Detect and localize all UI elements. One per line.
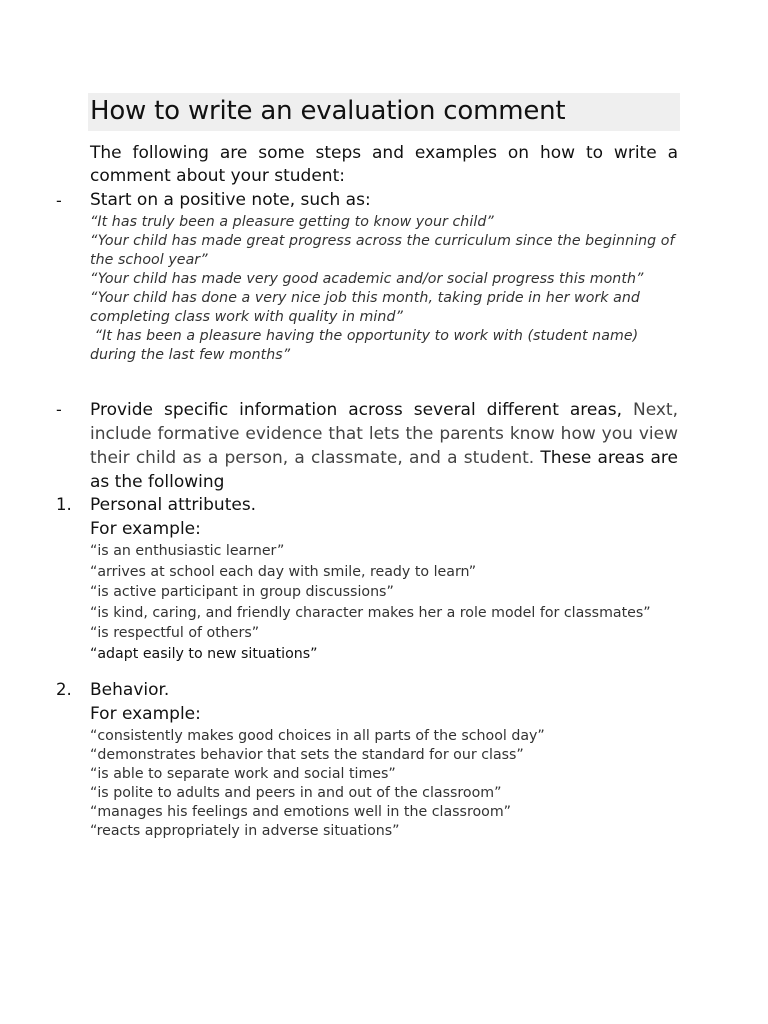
- list-item: “is respectful of others”: [90, 625, 260, 642]
- list-item: “demonstrates behavior that sets the standard for our class”: [90, 747, 524, 763]
- specific-info-text: Provide specific information across several different areas,: [90, 400, 633, 420]
- positive-note-heading: Start on a positive note, such as:: [90, 190, 371, 210]
- list-item: “consistently makes good choices in all parts of the school day”: [90, 728, 545, 744]
- area-number: 1.: [56, 495, 72, 514]
- list-item: “is able to separate work and social times”: [90, 766, 396, 782]
- positive-examples-list: [90, 213, 680, 365]
- for-example-label: For example:: [90, 704, 201, 724]
- area-number: 2.: [56, 680, 72, 699]
- behavior-examples-list: [90, 727, 680, 841]
- area-heading-personal: Personal attributes.: [90, 495, 257, 515]
- list-item: “Your child has made great progress across the curriculum since the beginning of the school year”: [90, 233, 675, 268]
- intro-paragraph: The following are some steps and examples on how to write a comment about your student:: [90, 143, 678, 186]
- list-item: “Your child has done a very nice job this month, taking pride in her work and completing class work with quality in mind”: [90, 290, 640, 325]
- list-item: “arrives at school each day with smile, ready to learn”: [90, 563, 477, 580]
- list-item: “is an enthusiastic learner”: [90, 543, 285, 559]
- formative-evidence-text: Next, include formative evidence that lets the parents know how you view their child as a person, a classmate, and a student.: [90, 400, 678, 468]
- list-item: “is kind, caring, and friendly character makes her a role model for classmates”: [90, 604, 651, 621]
- list-item: “adapt easily to new situations”: [90, 645, 318, 662]
- list-item: “Your child has made very good academic and/or social progress this month”: [90, 271, 644, 287]
- list-item: “It has truly been a pleasure getting to know your child”: [90, 214, 494, 230]
- list-item: “It has been a pleasure having the opportunity to work with (student name) during the last few months”: [90, 328, 643, 363]
- list-item: “is active participant in group discussions”: [90, 584, 394, 601]
- list-item: “is polite to adults and peers in and out of the classroom”: [90, 785, 502, 801]
- bullet-marker: -: [56, 191, 62, 210]
- bullet-marker: -: [56, 400, 62, 419]
- page-title: How to write an evaluation comment: [90, 96, 566, 126]
- specific-info-paragraph: [90, 398, 678, 494]
- personal-examples-list: [90, 541, 680, 665]
- area-heading-behavior: Behavior.: [90, 680, 170, 700]
- list-item: “reacts appropriately in adverse situations”: [90, 823, 400, 839]
- areas-intro-text: These areas are as the following: [90, 448, 679, 492]
- list-item: “manages his feelings and emotions well in the classroom”: [90, 804, 511, 820]
- for-example-label: For example:: [90, 519, 201, 539]
